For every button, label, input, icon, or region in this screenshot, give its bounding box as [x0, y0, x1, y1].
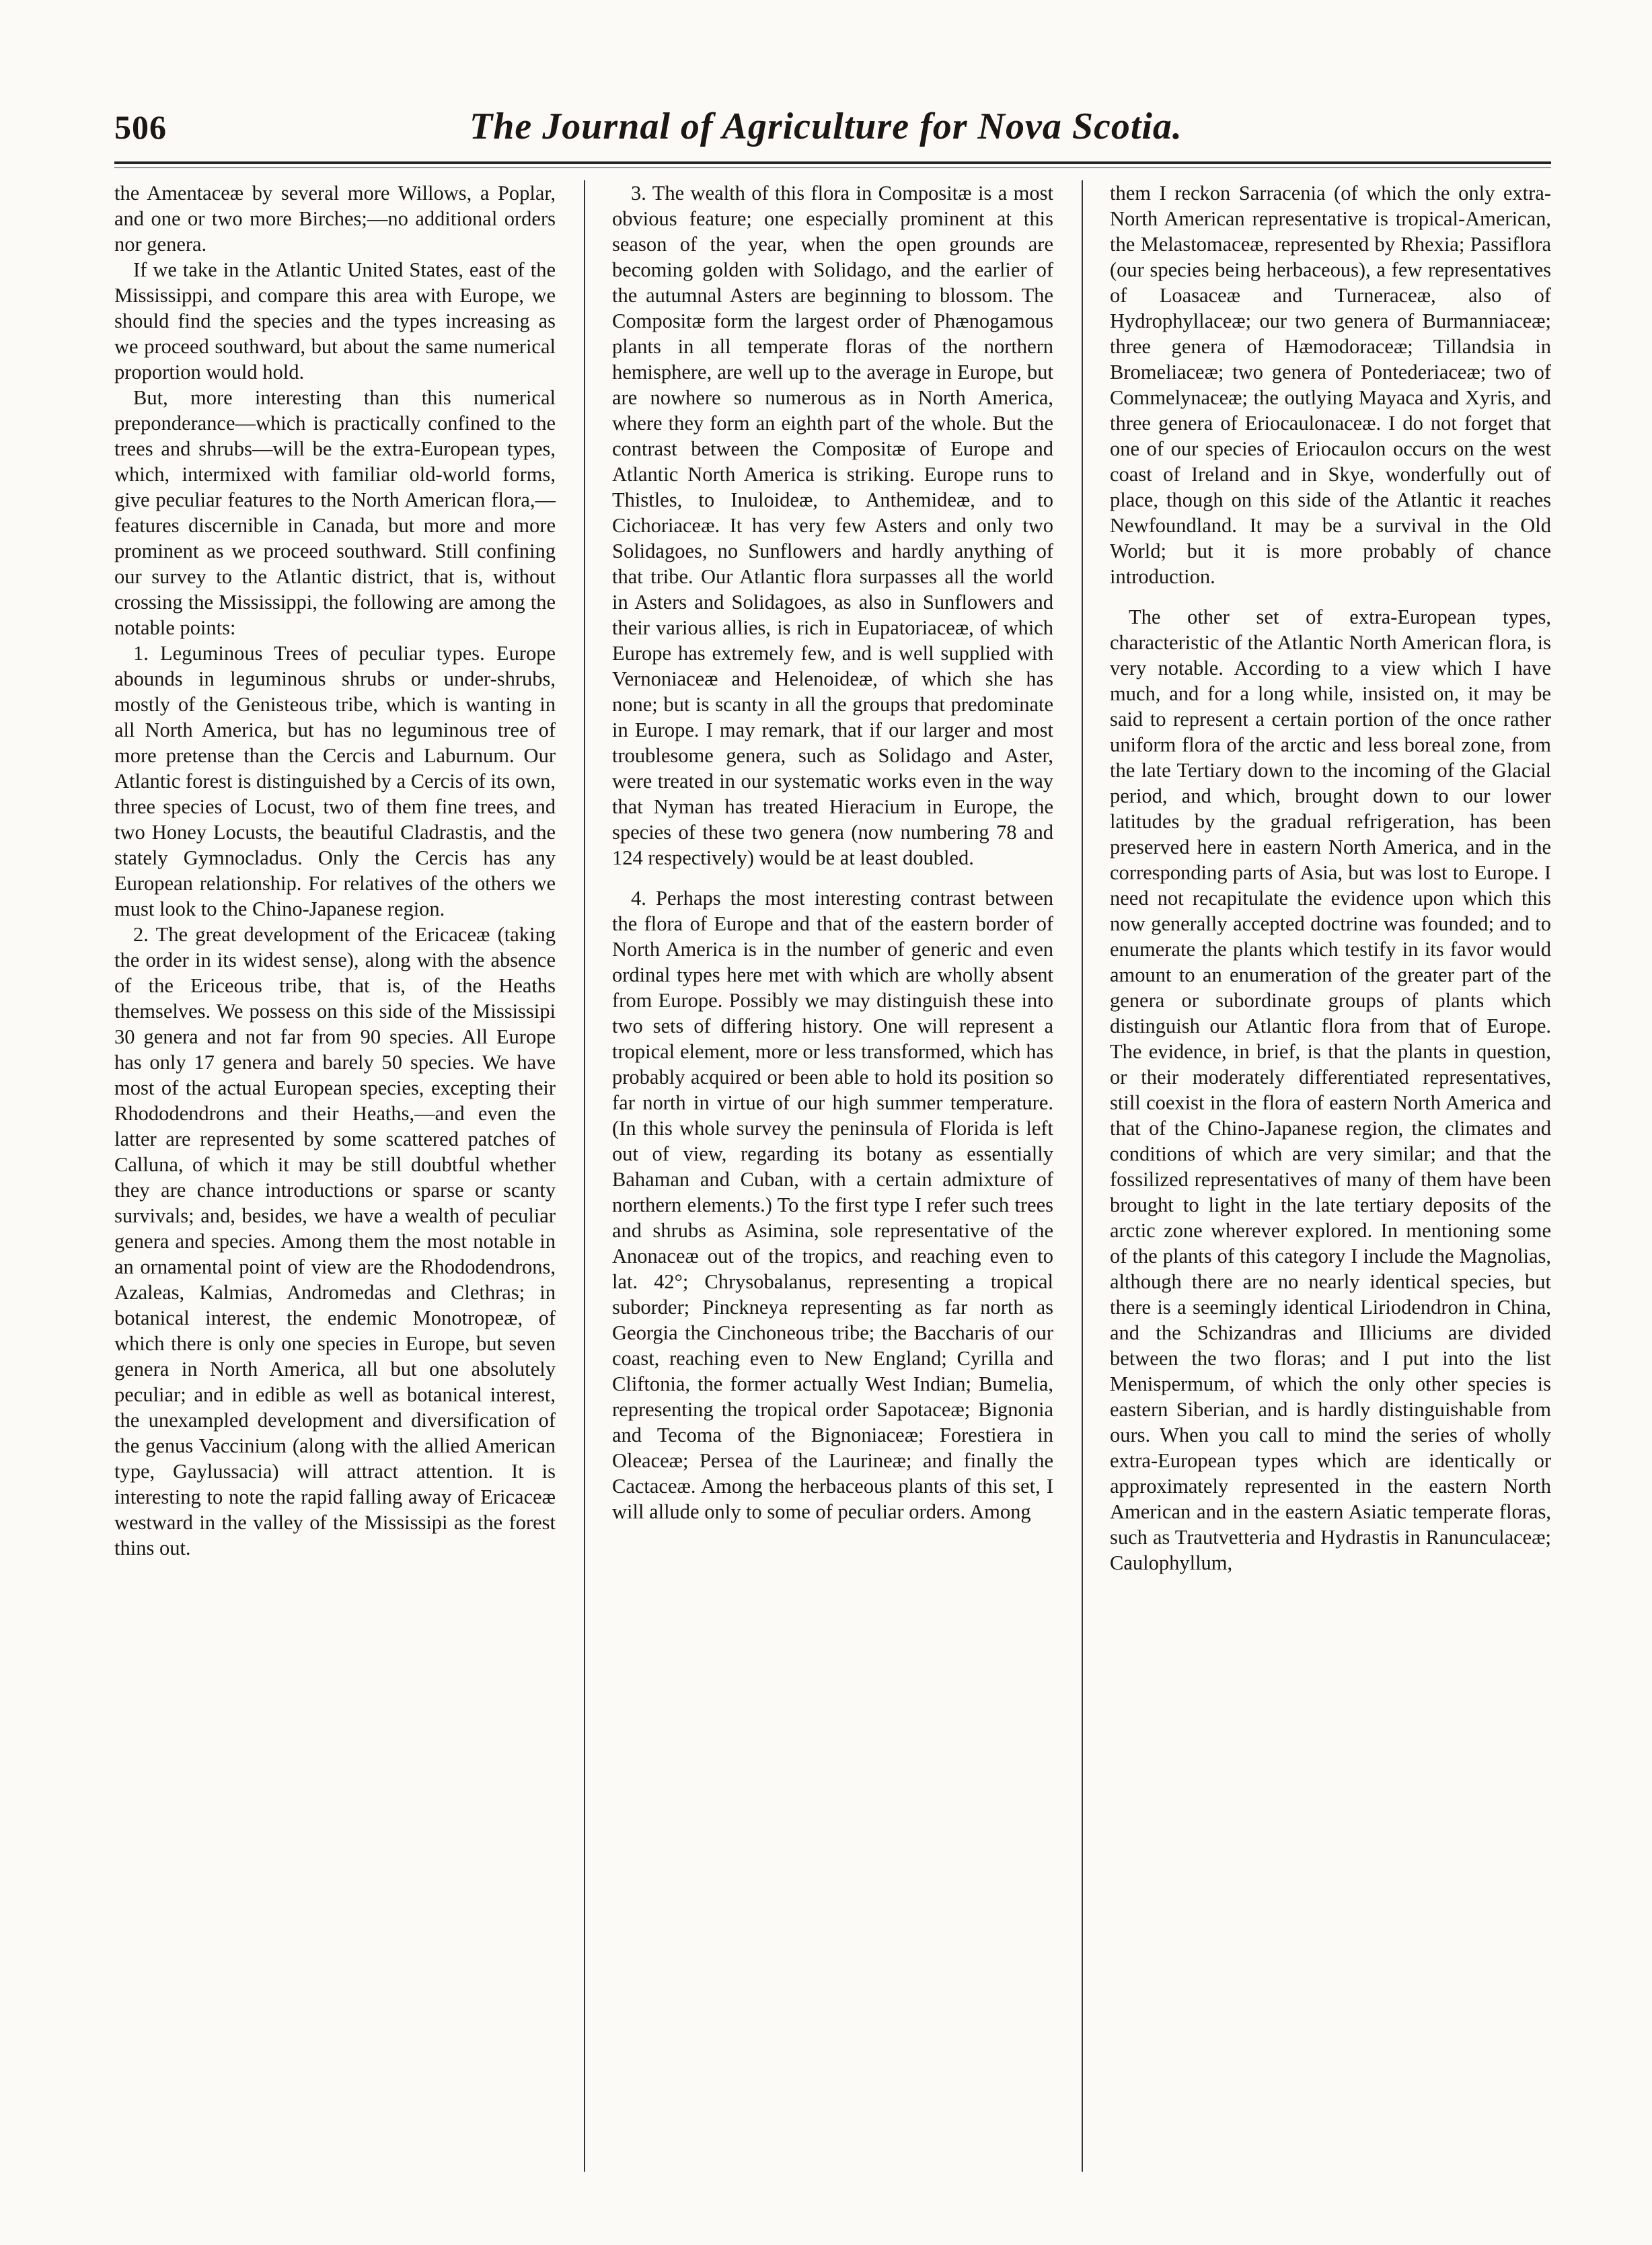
text-columns	[114, 180, 1551, 2172]
column-2	[612, 180, 1053, 2172]
paragraph: 3. The wealth of this flora in Compositæ is a most obvious feature; one especially prominent at this season of the year, when the open grounds are becoming golden with Solidago, and the earlier of the autumnal Asters are beginning to blossom. The Compositæ form the largest order of Phænogamous plants in all temperate floras of the northern hemisphere, are well up to the average in Europe, but are nowhere so numerous as in North America, where they form an eighth part of the whole. But the contrast between the Compositæ of Europe and Atlantic North America is striking. Europe runs to Thistles, to Inuloideæ, to Anthemideæ, and to Cichoriaceæ. It has very few Asters and only two Solidagoes, no Sunflowers and hardly anything of that tribe. Our Atlantic flora surpasses all the world in Asters and Solidagoes, as also in Sunflowers and their various allies, is rich in Eupatoriaceæ, of which Europe has extremely few, and is well supplied with Vernoniaceæ and Helenoideæ, of which she has none; but is scanty in all the groups that predominate in Europe. I may remark, that if our larger and most troublesome genera, such as Solidago and Aster, were treated in our systematic works even in the way that Nyman has treated Hieracium in Europe, the species of these two genera (now numbering 78 and 124 respectively) would be at least doubled.	[612, 182, 1053, 869]
paragraph: The other set of extra-European types, characteristic of the Atlantic North American flora, is very notable. According to a view which I have much, and for a long while, insisted on, it may be said to represent a certain portion of the once rather uniform flora of the arctic and less boreal zone, from the late Tertiary down to the incoming of the Glacial period, and which, brought down to our lower latitudes by the gradual refrigeration, has been preserved here in eastern North America, and in the corresponding parts of Asia, but was lost to Europe. I need not recapitulate the evidence upon which this now generally accepted doctrine was founded; and to enumerate the plants which testify in its favor would amount to an enumeration of the greater part of the genera or subordinate groups of plants which distinguish our Atlantic flora from that of Europe. The evidence, in brief, is that the plants in question, or their moderately differentiated representatives, still coexist in the flora of eastern North America and that of the Chino-Japanese region, the climates and conditions of which are very similar; and that the fossilized representatives of many of them have been brought to light in the late tertiary deposits of the arctic zone wherever explored. In mentioning some of the plants of this category I include the Magnolias, although there are no nearly identical species, but there is a seemingly identical Liriodendron in China, and the Schizandras and Illiciums are divided between the two floras; and I put into the list Menispermum, of which the only other species is eastern Siberian, and is hardly distinguishable from ours. When you call to mind the series of wholly extra-European types which are identically or approximately represented in the eastern North American and in the eastern Asiatic temperate floras, such as Trautvetteria and Hydrastis in Ranunculaceæ; Caulophyllum,	[1110, 605, 1551, 1574]
page-header	[101, 101, 1551, 161]
paragraph: the Amentaceæ by several more Willows, a Poplar, and one or two more Birches;—no additional orders nor genera.	[114, 182, 556, 256]
column-divider	[1082, 180, 1083, 2172]
column-3	[1110, 180, 1551, 2172]
running-title: The Journal of Agriculture for Nova Scotia.	[470, 106, 1182, 147]
header-rule	[114, 161, 1551, 168]
page-number: 506	[114, 108, 167, 146]
column-divider	[584, 180, 585, 2172]
journal-page	[101, 101, 1551, 2186]
paragraph: them I reckon Sarracenia (of which the only extra-North American representative is tropical-American, the Melastomaceæ, represented by Rhexia; Passiflora (our species being herbaceous), a few representatives of Loasaceæ and Turneraceæ, also of Hydrophyllaceæ; our two genera of Burmanniaceæ; three genera of Hæmodoraceæ; Tillandsia in Bromeliaceæ; two genera of Pontederiaceæ; two of Commelynaceæ; the outlying Mayaca and Xyris, and three genera of Eriocaulonaceæ. I do not forget that one of our species of Eriocaulon occurs on the west coast of Ireland and in Skye, wonderfully out of place, though on this side of the Atlantic it reaches Newfoundland. It may be a survival in the Old World; but it is more probably of chance introduction.	[1110, 182, 1551, 588]
paragraph: But, more interesting than this numerical preponderance—which is practically confined to the trees and shrubs—will be the extra-European types, which, intermixed with familiar old-world forms, give peculiar features to the North American flora,—features discernible in Canada, but more and more prominent as we proceed southward. Still confining our survey to the Atlantic district, that is, without crossing the Mississippi, the following are among the notable points:	[114, 386, 556, 639]
paragraph: If we take in the Atlantic United States, east of the Mississippi, and compare this area with Europe, we should find the species and the types increasing as we proceed southward, but about the same numerical proportion would hold.	[114, 258, 556, 383]
paragraph: 2. The great development of the Ericaceæ (taking the order in its widest sense), along with the absence of the Ericeous tribe, that is, of the Heaths themselves. We possess on this side of the Mississipi 30 genera and not far from 90 species. All Europe has only 17 genera and barely 50 species. We have most of the actual European species, excepting their Rhododendrons and their Heaths,—and even the latter are represented by some scattered patches of Calluna, of which it may be still doubtful whether they are chance introductions or sparse or scanty survivals; and, besides, we have a wealth of peculiar genera and species. Among them the most notable in an ornamental point of view are the Rhododendrons, Azaleas, Kalmias, Andromedas and Clethras; in botanical interest, the endemic Monotropeæ, of which there is only one species in Europe, but seven genera in North America, all but one absolutely peculiar; and in edible as well as botanical interest, the unexampled development and diversification of the genus Vaccinium (along with the allied American type, Gaylussacia) will attract attention. It is interesting to note the rapid falling away of Ericaceæ westward in the valley of the Mississipi as the forest thins out.	[114, 923, 556, 1559]
column-1	[114, 180, 556, 2172]
paragraph: 1. Leguminous Trees of peculiar types. Europe abounds in leguminous shrubs or under-shrubs, mostly of the Genisteous tribe, which is wanting in all North America, but has no leguminous tree of more pretense than the Cercis and Laburnum. Our Atlantic forest is distinguished by a Cercis of its own, three species of Locust, two of them fine trees, and two Honey Locusts, the beautiful Cladrastis, and the stately Gymnocladus. Only the Cercis has any European relationship. For relatives of the others we must look to the Chino-Japanese region.	[114, 642, 556, 920]
paragraph: 4. Perhaps the most interesting contrast between the flora of Europe and that of the eastern border of North America is in the number of generic and even ordinal types here met with which are wholly absent from Europe. Possibly we may distinguish these into two sets of differing history. One will represent a tropical element, more or less transformed, which has probably acquired or been able to hold its position so far north in virtue of our high summer temperature. (In this whole survey the peninsula of Florida is left out of view, regarding its botany as essentially Bahaman and Cuban, with a certain admixture of northern elements.) To the first type I refer such trees and shrubs as Asimina, sole representative of the Anonaceæ out of the tropics, and reaching even to lat. 42°; Chrysobalanus, representing a tropical suborder; Pinckneya representing as far north as Georgia the Cinchoneous tribe; the Baccharis of our coast, reaching even to New England; Cyrilla and Cliftonia, the former actually West Indian; Bumelia, representing the tropical order Sapotaceæ; Bignonia and Tecoma of the Bignoniaceæ; Forestiera in Oleaceæ; Persea of the Laurineæ; and finally the Cactaceæ. Among the herbaceous plants of this set, I will allude only to some of peculiar orders. Among	[612, 887, 1053, 1523]
